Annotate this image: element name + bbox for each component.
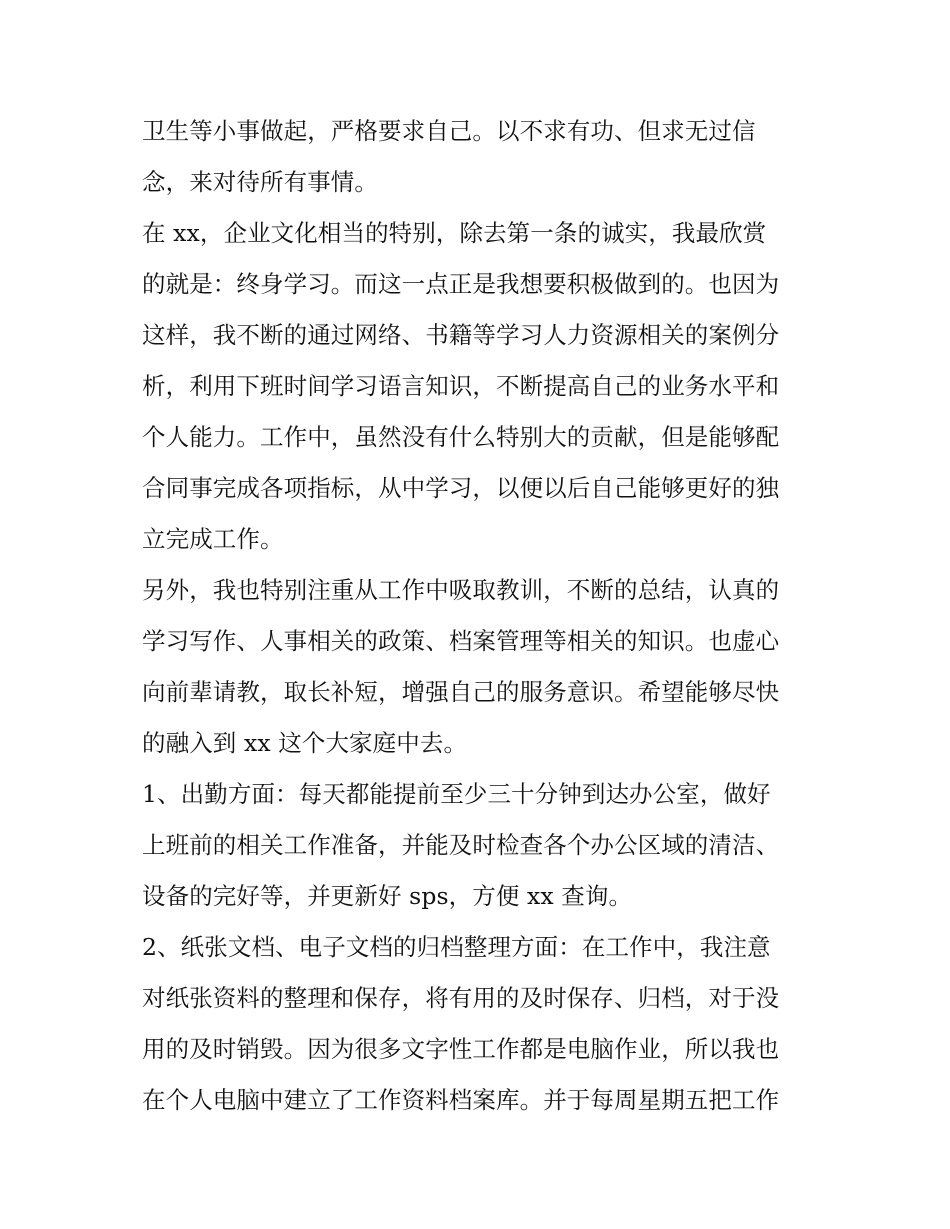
text-line: 在 xx，企业文化相当的特别，除去第一条的诚实，我最欣赏 [142,219,767,247]
text-line: 卫生等小事做起，严格要求自己。以不求有功、但求无过信 [142,117,756,145]
text-line: 用的及时销毁。因为很多文字性工作都是电脑作业，所以我也 [142,1035,780,1063]
text-line: 另外，我也特别注重从工作中吸取教训，不断的总结，认真的 [142,576,780,604]
text-line: 个人能力。工作中，虽然没有什么特别大的贡献，但是能够配 [142,423,780,451]
text-line: 在个人电脑中建立了工作资料档案库。并于每周星期五把工作 [142,1086,780,1114]
text-line: 的融入到 xx 这个大家庭中去。 [142,729,468,757]
text-line: 2、纸张文档、电子文档的归档整理方面：在工作中，我注意 [142,933,771,961]
document-body [142,112,822,1132]
text-line: 念，来对待所有事情。 [142,168,378,196]
text-line: 析，利用下班时间学习语言知识，不断提高自己的业务水平和 [142,372,780,400]
text-line: 1、出勤方面：每天都能提前至少三十分钟到达办公室，做好 [142,780,771,808]
text-line: 合同事完成各项指标，从中学习，以便以后自己能够更好的独 [142,474,780,502]
text-line: 向前辈请教，取长补短，增强自己的服务意识。希望能够尽快 [142,678,780,706]
text-line: 立完成工作。 [142,525,284,553]
text-line: 上班前的相关工作准备，并能及时检查各个办公区域的清洁、 [142,831,780,859]
text-line: 这样，我不断的通过网络、书籍等学习人力资源相关的案例分 [142,321,780,349]
text-line: 对纸张资料的整理和保存，将有用的及时保存、归档，对于没 [142,984,780,1012]
text-line: 的就是：终身学习。而这一点正是我想要积极做到的。也因为 [142,270,780,298]
text-line: 设备的完好等，并更新好 sps，方便 xx 查询。 [142,882,633,910]
text-line: 学习写作、人事相关的政策、档案管理等相关的知识。也虚心 [142,627,780,655]
